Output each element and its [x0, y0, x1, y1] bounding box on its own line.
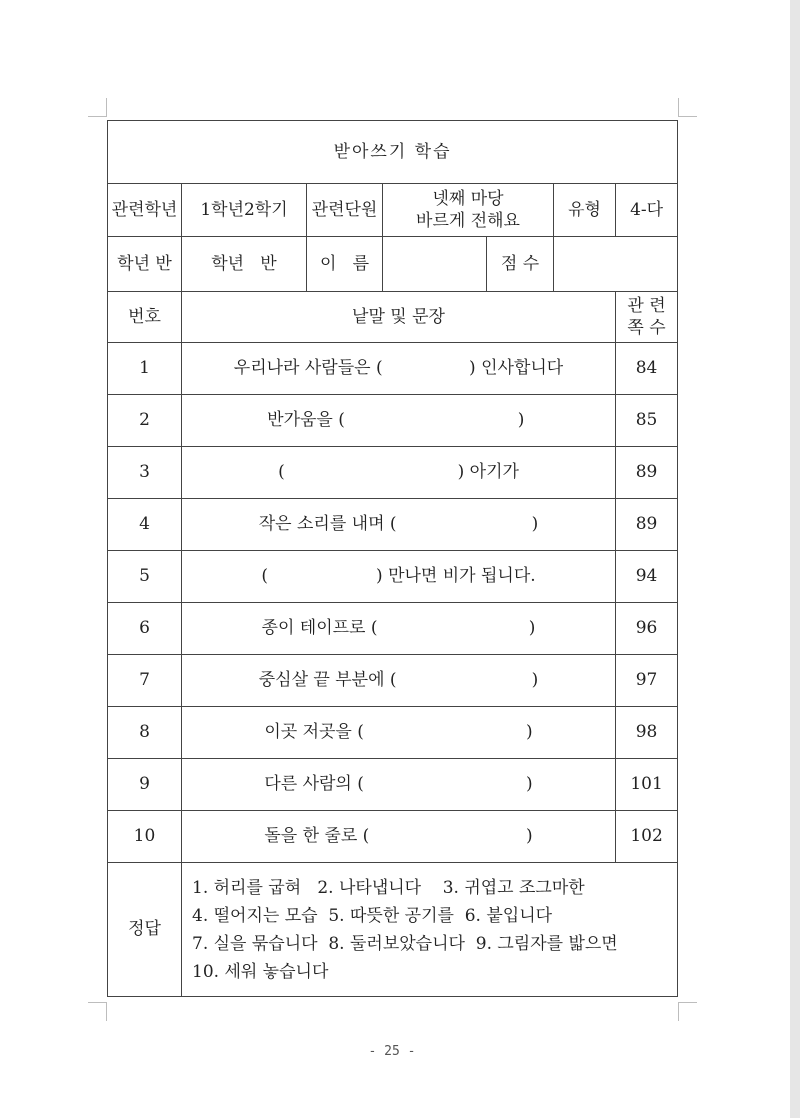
question-sentence[interactable]: 작은 소리를 내며 ( ): [182, 499, 616, 551]
unit-value-line2: 바르게 전해요: [416, 211, 520, 231]
grade-label: 관련학년: [108, 184, 182, 237]
question-sentence[interactable]: 다른 사람의 ( ): [182, 759, 616, 811]
question-page: 97: [616, 655, 678, 707]
dictation-worksheet: [107, 120, 678, 997]
question-page: 84: [616, 343, 678, 395]
question-row: [108, 551, 678, 603]
content-header: 낱말 및 문장: [182, 292, 616, 343]
unit-label: 관련단원: [307, 184, 383, 237]
question-sentence[interactable]: 돌을 한 줄로 ( ): [182, 811, 616, 863]
question-number: 3: [108, 447, 182, 499]
type-value: 4-다: [616, 184, 678, 237]
unit-value-line1: 넷째 마당: [432, 188, 504, 209]
scrollbar[interactable]: [790, 0, 800, 1118]
question-sentence[interactable]: ( ) 아기가: [182, 447, 616, 499]
question-row: [108, 343, 678, 395]
page-number: - 25 -: [368, 1044, 416, 1059]
question-page: 102: [616, 811, 678, 863]
question-sentence[interactable]: 우리나라 사람들은 ( ) 인사합니다: [182, 343, 616, 395]
answer-label: 정답: [108, 863, 182, 997]
question-number: 7: [108, 655, 182, 707]
question-number: 5: [108, 551, 182, 603]
question-sentence[interactable]: 종이 테이프로 ( ): [182, 603, 616, 655]
question-row: [108, 759, 678, 811]
name-label: 이 름: [307, 237, 383, 292]
crop-mark-bottom-right: [678, 1002, 697, 1021]
question-row: [108, 655, 678, 707]
question-sentence[interactable]: 반가움을 ( ): [182, 395, 616, 447]
question-number: 2: [108, 395, 182, 447]
question-number: 1: [108, 343, 182, 395]
question-number: 9: [108, 759, 182, 811]
question-row: [108, 707, 678, 759]
question-number: 10: [108, 811, 182, 863]
answer-line-4: 10. 세워 놓습니다: [192, 961, 329, 982]
page-header: [616, 292, 678, 343]
question-page: 85: [616, 395, 678, 447]
answer-line-3: 7. 실을 묶습니다 8. 둘러보았습니다 9. 그림자를 밟으면: [192, 933, 618, 954]
question-row: [108, 811, 678, 863]
page-title: 받아쓰기 학습: [108, 121, 678, 184]
question-page: 101: [616, 759, 678, 811]
question-page: 96: [616, 603, 678, 655]
name-field[interactable]: [383, 237, 487, 292]
score-label: 점 수: [487, 237, 554, 292]
question-number: 8: [108, 707, 182, 759]
question-row: [108, 499, 678, 551]
page-header-line1: 관 련: [627, 295, 666, 316]
question-sentence[interactable]: ( ) 만나면 비가 됩니다.: [182, 551, 616, 603]
answer-line-2: 4. 떨어지는 모습 5. 따뜻한 공기를 6. 붙입니다: [192, 905, 553, 926]
score-field[interactable]: [554, 237, 678, 292]
question-number: 4: [108, 499, 182, 551]
page-header-line2: 쪽 수: [627, 318, 666, 338]
question-row: [108, 603, 678, 655]
question-row: [108, 395, 678, 447]
question-page: 89: [616, 499, 678, 551]
question-page: 94: [616, 551, 678, 603]
crop-mark-bottom-left: [88, 1002, 107, 1021]
answer-line-1: 1. 허리를 굽혀 2. 나타냅니다 3. 귀엽고 조그마한: [192, 877, 585, 898]
crop-mark-top-left: [88, 98, 107, 117]
type-label: 유형: [554, 184, 616, 237]
question-row: [108, 447, 678, 499]
question-number: 6: [108, 603, 182, 655]
question-page: 89: [616, 447, 678, 499]
number-header: 번호: [108, 292, 182, 343]
crop-mark-top-right: [678, 98, 697, 117]
question-page: 98: [616, 707, 678, 759]
class-label: 학년 반: [108, 237, 182, 292]
answer-key: [182, 863, 678, 997]
question-sentence[interactable]: 중심살 끝 부분에 ( ): [182, 655, 616, 707]
unit-value: [383, 184, 554, 237]
class-field[interactable]: 학년 반: [182, 237, 307, 292]
question-sentence[interactable]: 이곳 저곳을 ( ): [182, 707, 616, 759]
grade-value: 1학년2학기: [182, 184, 307, 237]
